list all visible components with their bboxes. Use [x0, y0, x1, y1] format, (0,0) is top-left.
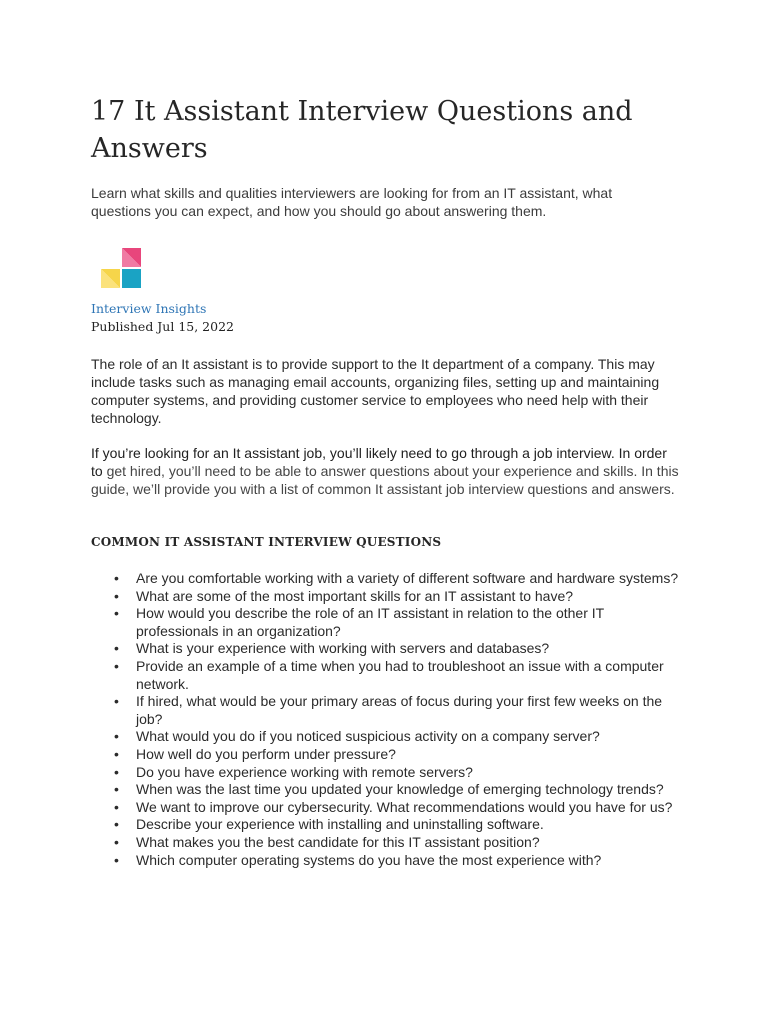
- published-date: Published Jul 15, 2022: [91, 319, 234, 334]
- list-item: • What would you do if you noticed suspicious activity on a company server?: [136, 728, 686, 746]
- list-item: • What makes you the best candidate for this IT assistant position?: [136, 834, 686, 852]
- list-item: • Provide an example of a time when you had to troubleshoot an issue with a computer network.: [136, 658, 686, 693]
- list-item: • Describe your experience with installing and uninstalling software.: [136, 816, 686, 834]
- paragraph-rest-text: get hired, you’ll need to be able to answer questions about your experience and skills. In this guide, we’ll provide you with a list of common It assistant job interview questions and answers.: [91, 463, 679, 497]
- author-link[interactable]: Interview Insights: [91, 301, 207, 316]
- list-item: • How well do you perform under pressure?: [136, 746, 686, 764]
- list-item: • We want to improve our cybersecurity. What recommendations would you have for us?: [136, 799, 686, 817]
- paragraph-lead-text: If you’re looking for an It assistant job, you’ll likely need to go through a job interview. In order to: [91, 445, 667, 479]
- paragraph-job-interview: [91, 444, 681, 498]
- list-item: • Do you have experience working with remote servers?: [136, 764, 686, 782]
- section-heading: COMMON IT ASSISTANT INTERVIEW QUESTIONS: [91, 535, 442, 549]
- list-item: • Which computer operating systems do you have the most experience with?: [136, 852, 686, 870]
- colorful-blocks-logo-icon: [101, 248, 143, 290]
- questions-list: [136, 570, 686, 869]
- page-title: 17 It Assistant Interview Questions and Answers: [91, 96, 633, 164]
- paragraph-role: The role of an It assistant is to provide support to the It department of a company. This may include tasks such as managing email accounts, organizing files, setting up and maintaining computer systems, and providing customer service to employees who need help with their technology.: [91, 356, 660, 426]
- list-item: • What are some of the most important skills for an IT assistant to have?: [136, 588, 686, 606]
- list-item: • When was the last time you updated your knowledge of emerging technology trends?: [136, 781, 686, 799]
- list-item: • If hired, what would be your primary areas of focus during your first few weeks on the job?: [136, 693, 686, 728]
- list-item: • What is your experience with working with servers and databases?: [136, 640, 686, 658]
- list-item: • How would you describe the role of an IT assistant in relation to the other IT professionals in an organization?: [136, 605, 686, 640]
- article-intro: Learn what skills and qualities interviewers are looking for from an IT assistant, what questions you can expect, and how you should go about answering them.: [91, 185, 613, 219]
- list-item: • Are you comfortable working with a variety of different software and hardware systems?: [136, 570, 686, 588]
